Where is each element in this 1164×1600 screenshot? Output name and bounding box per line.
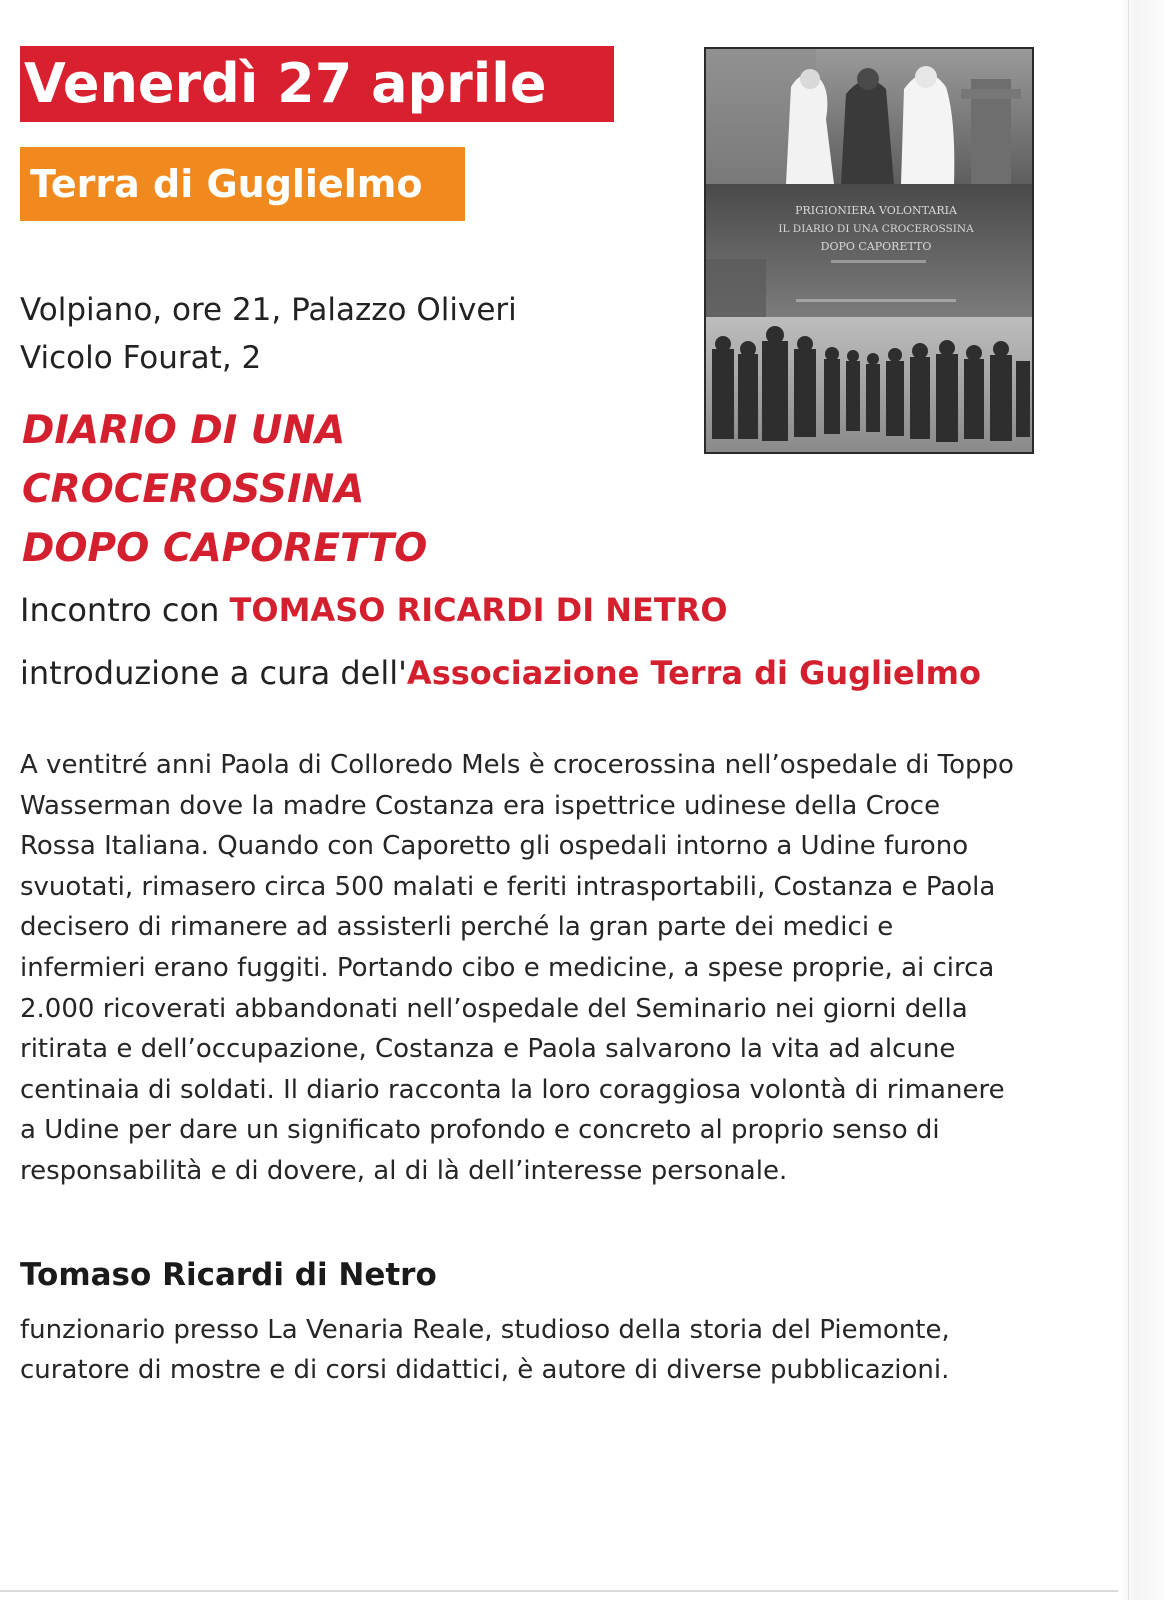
- book-cover-illustration: [706, 49, 1032, 452]
- event-title-line-1: DIARIO DI UNA: [22, 408, 346, 453]
- introduction-prefix: introduzione a cura dell': [20, 654, 407, 692]
- page-edge-line: [1128, 0, 1129, 1600]
- venue-line-1: Volpiano, ore 21, Palazzo Oliveri: [20, 292, 517, 328]
- organization-text: Terra di Guglielmo: [30, 162, 423, 206]
- book-title-line-1: PRIGIONIERA VOLONTARIA: [795, 204, 957, 217]
- event-title-line-3: DOPO CAPORETTO: [22, 526, 428, 571]
- event-title: [22, 401, 427, 578]
- bio-name: Tomaso Ricardi di Netro: [20, 1257, 437, 1293]
- speaker-name: TOMASO RICARDI DI NETRO: [229, 591, 728, 629]
- event-description: A ventitré anni Paola di Colloredo Mels è crocerossina nell’ospedale di Toppo Wasserman dove la madre Costanza era ispettrice udinese della Croce Rossa Italiana. Quando con Caporetto gli ospedali intorno a Udine furono svuotati, rimasero circa 500 malati e feriti intrasportabili, Costanza e Paola decisero di rimanere ad assisterli perché la gran parte dei medici e infermieri erano fuggiti. Portando cibo e medicine, a spese proprie, ai circa 2.000 ricoverati abbandonati nell’ospedale del Seminario nei giorni della ritirata e dell’occupazione, Costanza e Paola salvarono la vita ad alcune centinaia di soldati. Il diario racconta la loro coraggiosa volontà di rimanere a Udine per dare un significato profondo e concreto al proprio senso di responsabilità e di dovere, al di là dell’interesse personale.: [20, 750, 1014, 1186]
- date-text: Venerdì 27 aprile: [24, 52, 547, 115]
- venue-block: [20, 286, 517, 382]
- date-banner: [20, 46, 614, 122]
- page-edge-shadow: [1118, 0, 1164, 1600]
- book-cover-image: [704, 47, 1034, 454]
- introduction-organization: Associazione Terra di Guglielmo: [406, 654, 981, 692]
- meeting-line: [20, 588, 728, 632]
- event-title-line-2: CROCEROSSINA: [22, 467, 365, 512]
- venue-line-2: Vicolo Fourat, 2: [20, 340, 262, 376]
- bio-text: funzionario presso La Venaria Reale, studioso della storia del Piemonte, curatore di mostre e di corsi didattici, è autore di diverse pubblicazioni.: [20, 1315, 950, 1385]
- meeting-prefix: Incontro con: [20, 591, 230, 629]
- organization-banner: [20, 147, 465, 221]
- page-bottom-line: [0, 1590, 1118, 1592]
- introduction-line: [20, 651, 981, 695]
- book-title-line-3: DOPO CAPORETTO: [820, 240, 932, 253]
- book-title-line-2: IL DIARIO DI UNA CROCEROSSINA: [778, 223, 974, 235]
